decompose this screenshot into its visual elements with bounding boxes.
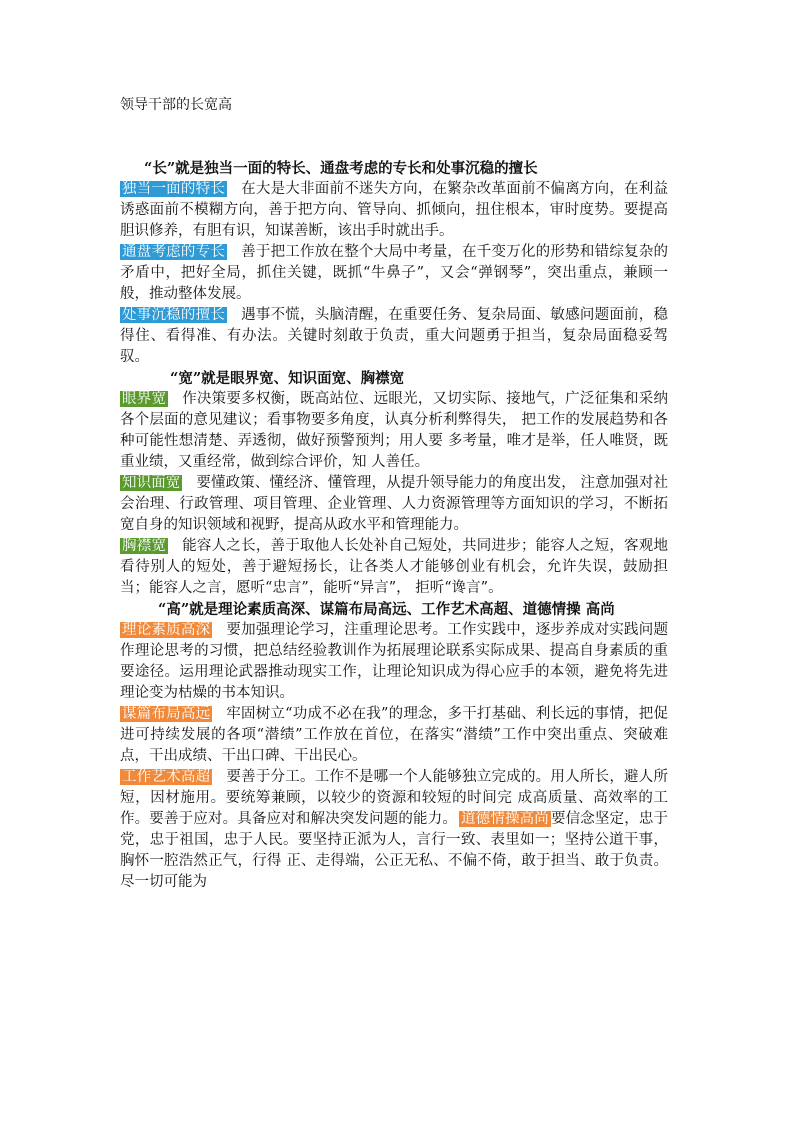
paragraph-text: 善于把工作放在整个大局中考量，在千变万化的形势和错综复杂的矛盾中，把好全局，抓住关键，既抓“牛鼻子”，又会“弹钢琴”，突出重点，兼顾一般，推动整体发展。 [120, 244, 669, 302]
paragraph-text: 要懂政策、懂经济、懂管理，从提升领导能力的角度出发， 注意加强对社会治理、行政管理、项目管理、企业管理、人力资源管理等方面知识的学习，不断拓宽自身的知识领域和视野，提高从政水平和管理能力。 [120, 475, 669, 533]
paragraph-kuan-1 [120, 389, 668, 473]
paragraph-text: 能容人之长，善于取他人长处补自己短处，共同进步；能容人之短，客观地看待别人的短处，善于避短扬长，让各类人才能够创业有机会，允许失误，鼓励担当；能容人之言，愿听“忠言”，能听“异言”， 拒听“谗言”。 [120, 538, 668, 596]
paragraph-kuan-2 [120, 473, 668, 536]
paragraph-text: 在大是大非面前不迷失方向，在繁杂改革面前不偏离方向，在利益诱惑面前不模糊方向，善于把方向、管导向、抓倾向，扭住根本，审时度势。要提高胆识修养，有胆有识，知谋善断，该出手时就出手。 [120, 181, 669, 239]
highlight-tag: 知识面宽 [122, 475, 181, 491]
paragraph-text: 遇事不慌，头脑清醒，在重要任务、复杂局面、敏感问题面前，稳得住、看得准、有办法。关键时刻敢于负责，重大问题勇于担当，复杂局面稳妥驾驭。 [120, 307, 669, 365]
section-heading-kuan: “宽”就是眼界宽、知识面宽、胸襟宽 [170, 370, 405, 387]
section-heading-chang: “长”就是独当一面的特长、通盘考虑的专长和处事沉稳的擅长 [144, 160, 538, 177]
highlight-tag: 谋篇布局高远 [122, 706, 211, 722]
paragraph-gao-1 [120, 620, 668, 704]
paragraph-gao-3 [120, 767, 668, 893]
paragraph-text: 要信念坚定，忠于党，忠于祖国，忠于人民。要坚持正派为人，言行一致、表里如一；坚持公道干事，胸怀一腔浩然正气，行得 正、走得端，公正无私、不偏不倚，敢于担当、敢于负责。尽一切可能为 [120, 811, 669, 890]
document-body [120, 158, 668, 893]
paragraph-text: 要善于分工。工作不是哪一个人能够独立完成的。用人所长，避人所短，因材施用。要统筹兼顾，以较少的资源和较短的时间完 成高质量、高效率的工作。要善于应对。具备应对和解决突发问题的能力。 [120, 769, 669, 827]
paragraph-text: 牢固树立“功成不必在我”的理念，多干打基础、利长远的事情，把促进可持续发展的各项“潜绩”工作放在首位，在落实“潜绩”工作中突出重点、突破难点，干出成绩、干出口碑、干出民心。 [120, 706, 668, 764]
paragraph-chang-2 [120, 242, 668, 305]
paragraph-text: 作决策要多权衡，既高站位、远眼光，又切实际、接地气，广泛征集和采纳各个层面的意见建议；看事物要多角度，认真分析利弊得失， 把工作的发展趋势和各种可能性想清楚、弄透彻，做好预警预判；用人要 多考量，唯才是举，任人唯贤，既重业绩，又重经常，做到综合评价，知 人善任。 [120, 391, 668, 470]
highlight-tag: 独当一面的特长 [122, 181, 226, 197]
highlight-tag: 通盘考虑的专长 [122, 244, 226, 260]
paragraph-text: 要加强理论学习，注重理论思考。工作实践中，逐步养成对实践问题作理论思考的习惯，把总结经验教训作为拓展理论联系实际成果、提高自身素质的重要途径。运用理论武器推动现实工作，让理论知识成为得心应手的本领，避免将先进理论变为枯燥的书本知识。 [120, 622, 669, 701]
paragraph-gao-2 [120, 704, 668, 767]
highlight-tag: 眼界宽 [122, 391, 167, 407]
highlight-tag: 道德情操高尚 [461, 811, 549, 827]
section-heading-gao: “高”就是理论素质高深、谋篇布局高远、工作艺术高超、道德情操 高尚 [158, 601, 615, 618]
highlight-tag: 处事沉稳的擅长 [122, 307, 226, 323]
highlight-tag: 理论素质高深 [122, 622, 211, 638]
paragraph-kuan-3 [120, 536, 668, 599]
document-title: 领导干部的长宽高 [120, 97, 232, 113]
highlight-tag: 工作艺术高超 [122, 769, 211, 785]
paragraph-chang-1 [120, 179, 668, 242]
paragraph-chang-3 [120, 305, 668, 368]
highlight-tag: 胸襟宽 [122, 538, 167, 554]
